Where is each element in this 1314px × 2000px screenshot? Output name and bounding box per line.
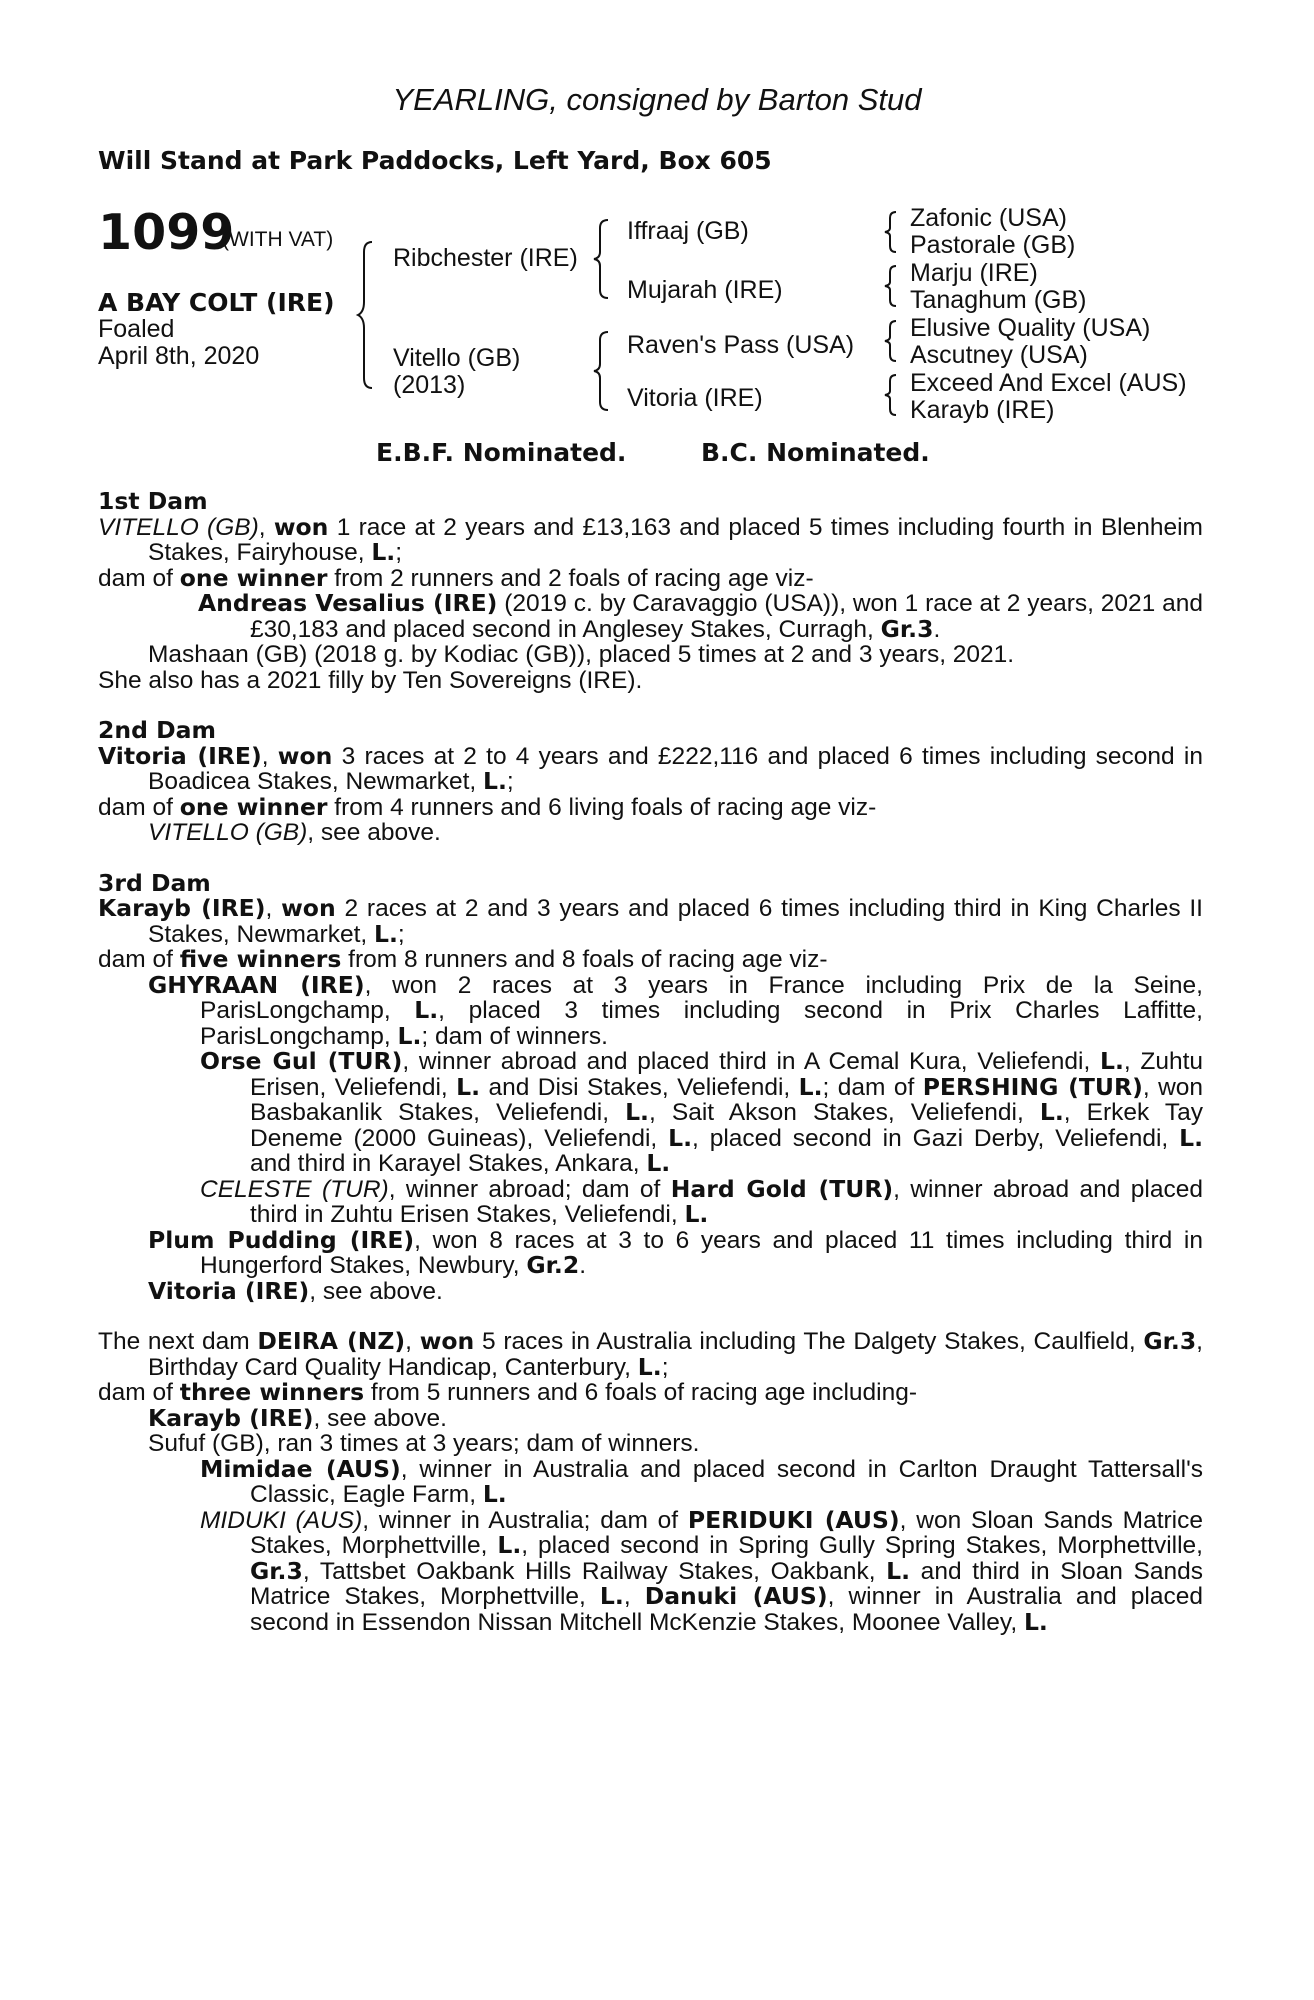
first-dam-record <box>98 512 1203 566</box>
text-run: from 5 runners and 6 foals of racing age including- <box>364 1379 918 1406</box>
lot-number: 1099 <box>98 204 235 261</box>
first-dam-heading: 1st Dam <box>98 487 208 515</box>
pedigree-brace-g3-1 <box>884 210 900 254</box>
text-run: one winner <box>179 792 328 821</box>
text-run: L. <box>637 1352 662 1381</box>
text-run: L. <box>668 1123 693 1152</box>
text-run: from 4 runners and 6 living foals of racing age viz- <box>327 793 877 821</box>
text-run: dam of <box>98 1379 180 1406</box>
text-run: three winners <box>179 1378 365 1406</box>
text-run: dam of <box>98 793 180 821</box>
text-run: won <box>419 1327 475 1355</box>
text-run: Mashaan (GB) (2018 g. by Kodiac (GB)), placed 5 times at 2 and 3 years, 2021. <box>148 641 1015 668</box>
third-dam-produce-2 <box>98 1225 1203 1279</box>
text-run: 1 race at 2 years and £13,163 and placed 5 times including fourth in Blenheim Stakes, Fairyhouse, <box>148 513 1203 566</box>
text-run: L. <box>646 1149 671 1177</box>
third-dam-record <box>98 896 1203 947</box>
text-run: , placed second in Spring Gully Spring Stakes, Morphettville, <box>521 1532 1203 1559</box>
text-run: , see above. <box>309 1277 443 1305</box>
text-run: CELESTE (TUR) <box>200 1175 389 1203</box>
text-run: L. <box>599 1582 624 1610</box>
lot-description: A BAY COLT (IRE) <box>98 288 335 317</box>
text-run: DEIRA (NZ) <box>257 1327 406 1355</box>
pedigree-dam-dam: Vitoria (IRE) <box>627 384 763 412</box>
pedigree-sire: Ribchester (IRE) <box>393 244 578 272</box>
text-run: L. <box>371 538 396 566</box>
text-run: won <box>277 741 333 770</box>
pedigree-sire-sire: Iffraaj (GB) <box>627 217 749 245</box>
pedigree-g3-4: Tanaghum (GB) <box>910 286 1087 314</box>
text-run: , <box>258 513 274 541</box>
text-run: , winner in Australia and placed second in Essendon Nissan Mitchell McKenzie Stakes, Moonee Valley, <box>250 1583 1203 1636</box>
third-dam-grandproduce-1 <box>98 1049 1203 1177</box>
pedigree-g3-6: Ascutney (USA) <box>910 341 1088 369</box>
next-dam-produce-1 <box>98 1403 1203 1432</box>
pedigree-dam: Vitello (GB) <box>393 344 521 372</box>
text-run: L. <box>625 1098 649 1126</box>
text-run: , won Basbakanlik Stakes, Veliefendi, <box>250 1073 1204 1126</box>
next-dam-grandproduce-2 <box>98 1505 1204 1636</box>
first-dam-produce-1 <box>98 591 1203 642</box>
text-run: L. <box>1179 1123 1203 1152</box>
page-title: YEARLING, consigned by Barton Stud <box>392 82 922 117</box>
text-run: . <box>933 615 941 643</box>
text-run: ; <box>395 539 403 566</box>
text-run: , <box>405 1328 420 1355</box>
text-run: , <box>265 895 282 922</box>
first-dam-produce-3 <box>98 668 1203 694</box>
text-run: ; <box>661 1353 669 1381</box>
foaled-date: April 8th, 2020 <box>98 342 260 370</box>
pedigree-g3-8: Karayb (IRE) <box>910 396 1055 424</box>
text-run: L. <box>414 996 439 1024</box>
text-run: L. <box>798 1072 823 1101</box>
text-run: Gr.3 <box>250 1556 303 1585</box>
text-run: PERIDUKI (AUS) <box>687 1505 900 1534</box>
text-run: dam of <box>98 564 180 592</box>
text-run: Danuki (AUS) <box>644 1582 828 1610</box>
next-dam-grandproduce-1 <box>98 1454 1203 1508</box>
second-dam-record <box>98 741 1203 795</box>
text-run: MIDUKI (AUS) <box>200 1506 363 1534</box>
text-run: , see above. <box>307 819 441 846</box>
pedigree-g3-3: Marju (IRE) <box>910 259 1038 287</box>
text-run: Vitoria (IRE) <box>98 741 262 770</box>
text-run: . <box>579 1252 586 1279</box>
text-run: Gr.3 <box>1143 1327 1197 1355</box>
second-dam-produce-1 <box>98 820 1203 846</box>
text-run: (2019 c. by Caravaggio (USA)), won 1 race at 2 years, 2021 and £30,183 and placed second in Anglesey Stakes, Curragh, <box>250 590 1203 643</box>
text-run: , won Sloan Sands Matrice Stakes, Morphettville, <box>250 1506 1204 1559</box>
text-run: , <box>623 1583 645 1610</box>
text-run: Gr.2 <box>526 1251 580 1279</box>
text-run: , placed 3 times including second in Prix Charles Laffitte, ParisLongchamp, <box>200 997 1203 1050</box>
third-dam-produce-1 <box>98 970 1203 1050</box>
text-run: , placed second in Gazi Derby, Veliefendi, <box>692 1124 1180 1152</box>
second-dam-produce-summary <box>98 792 1203 821</box>
foaled-info <box>98 316 259 370</box>
first-dam-produce-2 <box>98 642 1203 668</box>
pedigree-brace-g3-2 <box>884 264 900 308</box>
pedigree-brace-dam <box>594 330 614 412</box>
text-run: and third in Sloan Sands Matrice Stakes, Morphettville, <box>250 1557 1203 1610</box>
text-run: L. <box>684 1200 709 1228</box>
text-run: and third in Karayel Stakes, Ankara, <box>250 1150 647 1177</box>
text-run: Gr.3 <box>880 614 934 643</box>
first-dam-produce-summary <box>98 563 1203 592</box>
pedigree-brace-main <box>358 240 378 390</box>
text-run: VITELLO (GB) <box>148 819 308 846</box>
pedigree-brace-g3-4 <box>884 373 900 417</box>
text-run: PERSHING (TUR) <box>922 1072 1143 1101</box>
pedigree-sire-dam: Mujarah (IRE) <box>627 276 783 304</box>
pedigree-g3-5: Elusive Quality (USA) <box>910 314 1151 342</box>
text-run: won <box>281 894 336 922</box>
bc-nomination: B.C. Nominated. <box>701 438 930 467</box>
text-run: 2 races at 2 and 3 years and placed 6 times including third in King Charles II Stakes, Newmarket, <box>148 895 1203 948</box>
third-dam-produce-3 <box>98 1276 1203 1305</box>
text-run: five winners <box>179 945 342 973</box>
text-run: VITELLO (GB) <box>98 513 259 541</box>
text-run: , won 8 races at 3 to 6 years and placed 11 times including third in Hungerford Stakes, Newbury, <box>200 1226 1203 1279</box>
text-run: GHYRAAN (IRE) <box>148 970 365 999</box>
text-run: , winner abroad and placed third in A Cemal Kura, Veliefendi, <box>402 1048 1100 1075</box>
next-dam-record <box>98 1329 1203 1380</box>
pedigree-g3-7: Exceed And Excel (AUS) <box>910 369 1187 397</box>
text-run: L. <box>497 1531 522 1559</box>
text-run: , winner in Australia and placed second in Carlton Draught Tattersall's Classic, Eagle Farm, <box>250 1455 1203 1508</box>
text-run: Sufuf (GB), ran 3 times at 3 years; dam of winners. <box>148 1430 700 1457</box>
pedigree-brace-sire <box>594 218 614 300</box>
text-run: L. <box>482 1480 507 1508</box>
text-run: L. <box>397 1021 422 1050</box>
text-run: , Sait Akson Stakes, Veliefendi, <box>648 1099 1040 1126</box>
text-run: Orse Gul (TUR) <box>200 1047 403 1075</box>
third-dam-heading: 3rd Dam <box>98 868 211 897</box>
text-run: L. <box>1023 1607 1048 1636</box>
text-run: , Birthday Card Quality Handicap, Canterbury, <box>148 1328 1203 1381</box>
foaled-label: Foaled <box>98 315 175 343</box>
ebf-nomination: E.B.F. Nominated. <box>376 438 627 467</box>
text-run: , Tattsbet Oakbank Hills Railway Stakes, Oakbank, <box>302 1557 887 1585</box>
pedigree-dam-sire: Raven's Pass (USA) <box>627 331 855 359</box>
text-run: L. <box>1039 1098 1064 1126</box>
third-dam-grandproduce-2 <box>98 1174 1203 1228</box>
text-run: one winner <box>179 563 328 592</box>
pedigree-g3-2: Pastorale (GB) <box>910 231 1076 259</box>
text-run: Vitoria (IRE) <box>148 1276 310 1305</box>
text-run: and Disi Stakes, Veliefendi, <box>480 1073 799 1101</box>
text-run: , winner abroad and placed third in Zuhtu Erisen Stakes, Veliefendi, <box>250 1175 1203 1228</box>
text-run: Karayb (IRE) <box>148 1403 314 1432</box>
text-run: , Zuhtu Erisen, Veliefendi, <box>250 1048 1204 1101</box>
text-run: Hard Gold (TUR) <box>670 1174 894 1203</box>
text-run: ; dam of winners. <box>421 1022 608 1050</box>
text-run: from 8 runners and 8 foals of racing age viz- <box>341 946 828 973</box>
next-dam-produce-2 <box>98 1431 1203 1457</box>
stand-location: Will Stand at Park Paddocks, Left Yard, Box 605 <box>98 146 772 175</box>
text-run: She also has a 2021 filly by Ten Sovereigns (IRE). <box>98 666 643 694</box>
text-run: , won 2 races at 3 years in France including Prix de la Seine, ParisLongchamp, <box>200 971 1203 1024</box>
third-dam-produce-summary <box>98 947 1203 973</box>
text-run: L. <box>483 767 507 795</box>
text-run: L. <box>1099 1047 1124 1075</box>
text-run: , winner abroad; dam of <box>388 1175 671 1203</box>
text-run: ; dam of <box>822 1073 923 1101</box>
pedigree-dam-year: (2013) <box>393 371 466 399</box>
text-run: L. <box>886 1556 911 1585</box>
text-run: 5 races in Australia including The Dalgety Stakes, Caulfield, <box>474 1328 1144 1355</box>
text-run: , Erkek Tay Deneme (2000 Guineas), Veliefendi, <box>250 1099 1203 1152</box>
text-run: ; <box>397 920 405 948</box>
text-run: , winner in Australia; dam of <box>362 1506 688 1534</box>
text-run: L. <box>374 919 398 948</box>
vat-note: (WITH VAT) <box>222 228 334 251</box>
next-dam-produce-summary <box>98 1380 1203 1406</box>
text-run: Mimidae (AUS) <box>200 1454 401 1483</box>
text-run: , <box>261 742 278 770</box>
text-run: dam of <box>98 946 180 973</box>
text-run: The next dam <box>98 1328 258 1355</box>
second-dam-heading: 2nd Dam <box>98 716 216 744</box>
text-run: 3 races at 2 to 4 years and £222,116 and placed 6 times including second in Boadicea Stakes, Newmarket, <box>148 742 1203 795</box>
pedigree-brace-g3-3 <box>884 319 900 363</box>
text-run: from 2 runners and 2 foals of racing age viz- <box>327 564 814 592</box>
text-run: , see above. <box>313 1404 447 1432</box>
text-run: L. <box>456 1072 481 1101</box>
text-run: Karayb (IRE) <box>98 894 266 922</box>
text-run: Andreas Vesalius (IRE) <box>198 589 498 617</box>
pedigree-g3-1: Zafonic (USA) <box>910 204 1067 232</box>
text-run: Plum Pudding (IRE) <box>148 1225 415 1254</box>
text-run: ; <box>506 768 514 795</box>
text-run: won <box>273 512 329 541</box>
produce-record <box>98 489 1203 1635</box>
